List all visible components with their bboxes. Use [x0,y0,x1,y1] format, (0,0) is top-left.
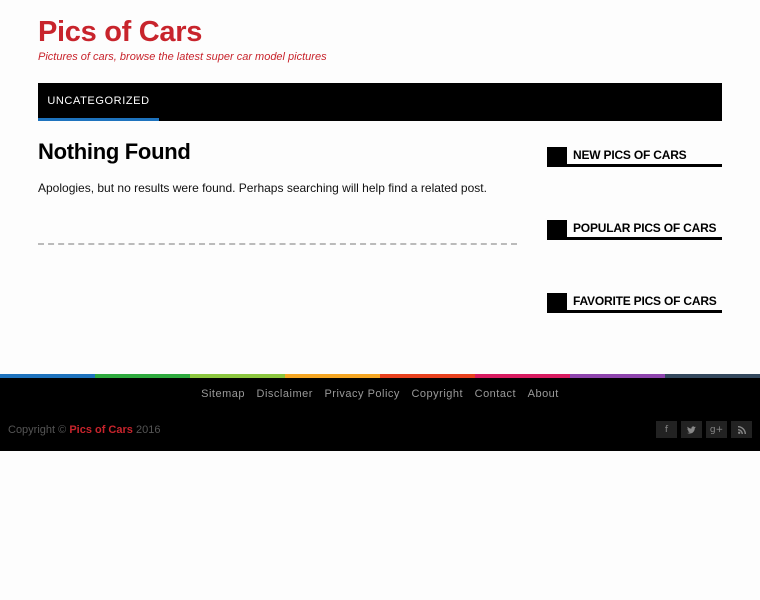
copyright-prefix: Copyright © [8,424,67,436]
site-tagline: Pictures of cars, browse the latest super car model pictures [38,51,327,63]
widget-underline [567,164,722,167]
widget-title: FAVORITE PICS OF CARS [573,294,717,308]
google-plus-icon[interactable]: g+ [706,421,727,438]
widget-underline [567,310,722,313]
footer [0,378,760,451]
site-title[interactable]: Pics of Cars [38,16,203,48]
copyright-year: 2016 [135,424,161,436]
copyright-brand-link[interactable]: Pics of Cars [69,424,133,436]
nav-item-uncategorized[interactable]: UNCATEGORIZED [38,83,159,121]
widget-marker [547,293,567,313]
footer-link-privacy-policy[interactable]: Privacy Policy [324,388,400,400]
footer-link-disclaimer[interactable]: Disclaimer [256,388,313,400]
widget-marker [547,147,567,167]
widget-marker [547,220,567,240]
footer-link-about[interactable]: About [527,388,559,400]
facebook-icon[interactable]: f [656,421,677,438]
content-divider [38,243,517,245]
widget-favorite-pics [547,293,722,313]
twitter-icon[interactable] [681,421,702,438]
footer-link-contact[interactable]: Contact [474,388,517,400]
footer-link-sitemap[interactable]: Sitemap [201,388,245,400]
widget-new-pics [547,147,722,167]
copyright-notice [8,424,160,436]
no-results-message: Apologies, but no results were found. Perhaps searching will help find a related post. [38,181,487,195]
page-title: Nothing Found [38,139,191,164]
social-links [656,421,752,438]
widget-popular-pics [547,220,722,240]
widget-title: POPULAR PICS OF CARS [573,221,717,235]
rss-icon[interactable] [731,421,752,438]
widget-underline [567,237,722,240]
footer-links [0,388,760,400]
main-navigation [38,83,722,121]
widget-title: NEW PICS OF CARS [573,148,687,162]
footer-link-copyright[interactable]: Copyright [411,388,464,400]
